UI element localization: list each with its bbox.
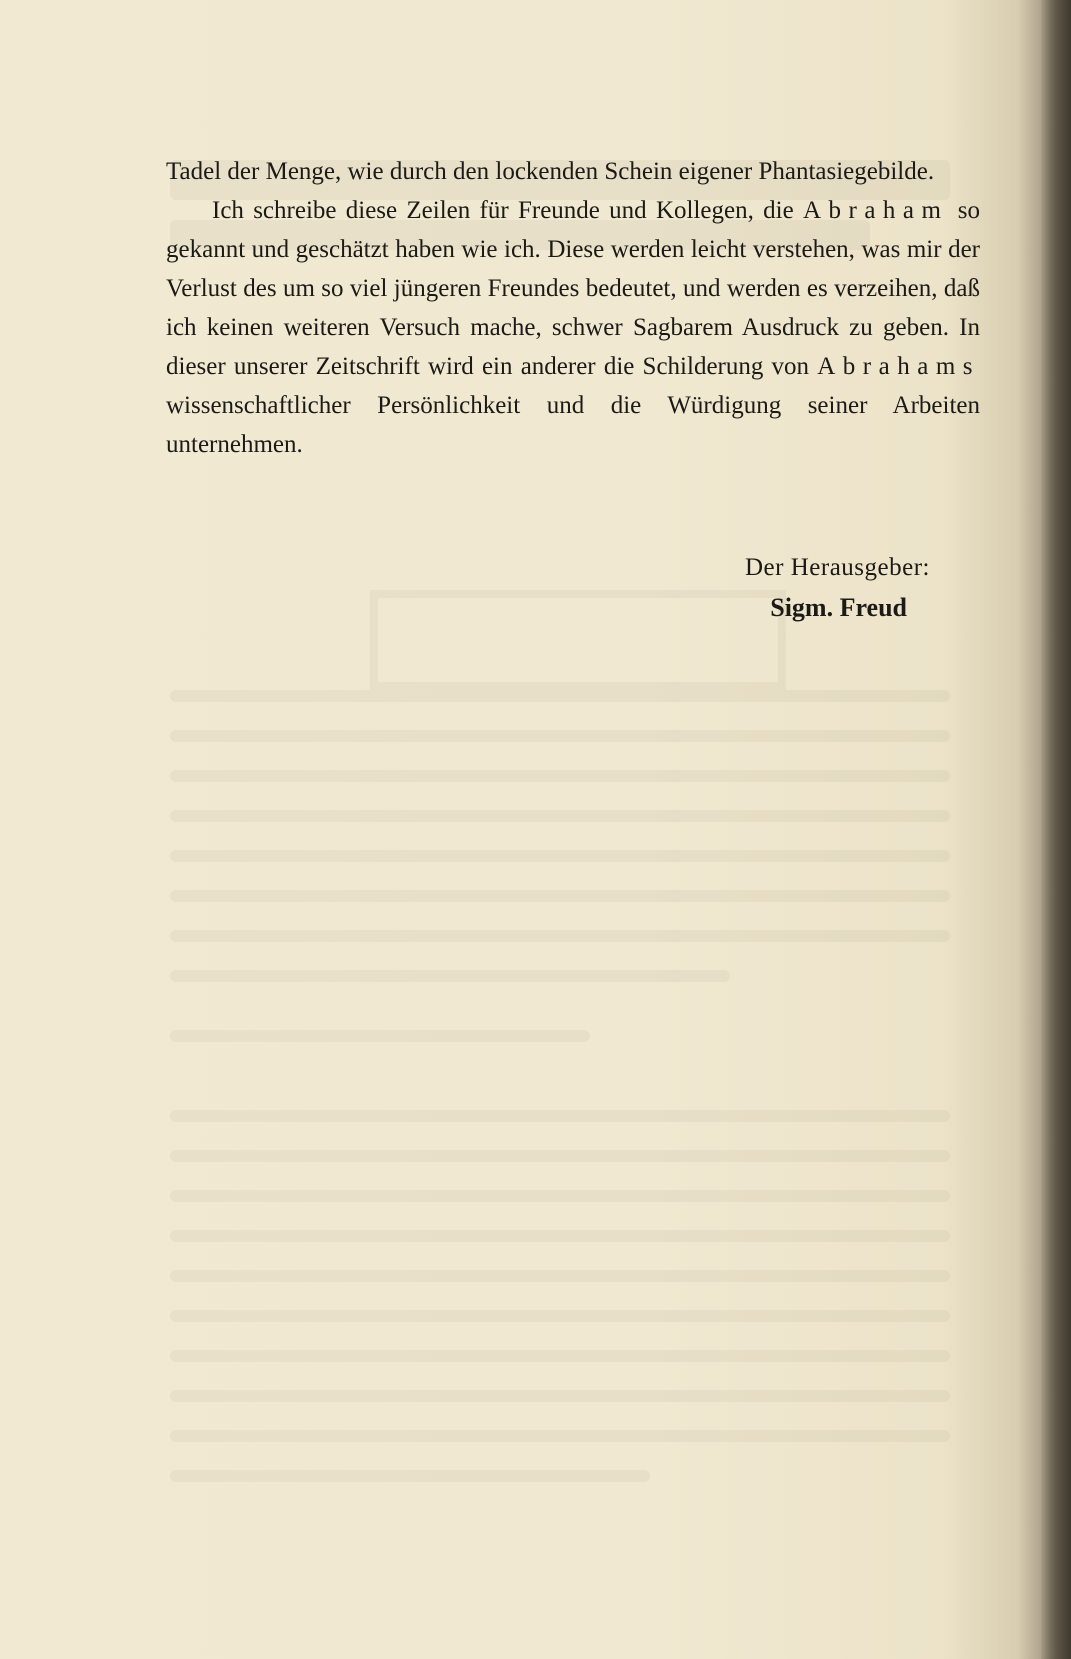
- body-text: [166, 152, 980, 464]
- paragraph-2-text-a: Ich schreibe diese Zeilen für Freunde und Kollegen, die: [212, 197, 803, 224]
- paragraph-2-text-b: so gekannt und geschätzt haben wie ich. Diese werden leicht verstehen, was mir der Verlust des um so viel jüngeren Freundes bedeutet, und werden es verzeihen, daß ich keinen weiteren Versuch mache, schwer Sagbarem Ausdruck zu geben. In dieser unserer Zeitschrift wird ein anderer die Schilderung von: [166, 197, 980, 380]
- signature-block: [600, 548, 930, 628]
- paragraph-2-text-c: wissenschaftlicher Persönlichkeit und die Würdigung seiner Arbeiten unternehmen.: [166, 392, 980, 458]
- name-abraham: Abraham: [802, 197, 949, 224]
- paragraph-1: [166, 152, 980, 191]
- paragraph-2: [166, 191, 980, 464]
- signature-label: Der Herausgeber:: [745, 554, 930, 581]
- name-abrahams: Abrahams: [817, 353, 980, 380]
- signature-name: Sigm. Freud: [770, 593, 907, 622]
- book-spine-shadow: [1041, 0, 1071, 1659]
- paragraph-1-text: Tadel der Menge, wie durch den lockenden Schein eigener Phantasiegebilde.: [166, 158, 935, 185]
